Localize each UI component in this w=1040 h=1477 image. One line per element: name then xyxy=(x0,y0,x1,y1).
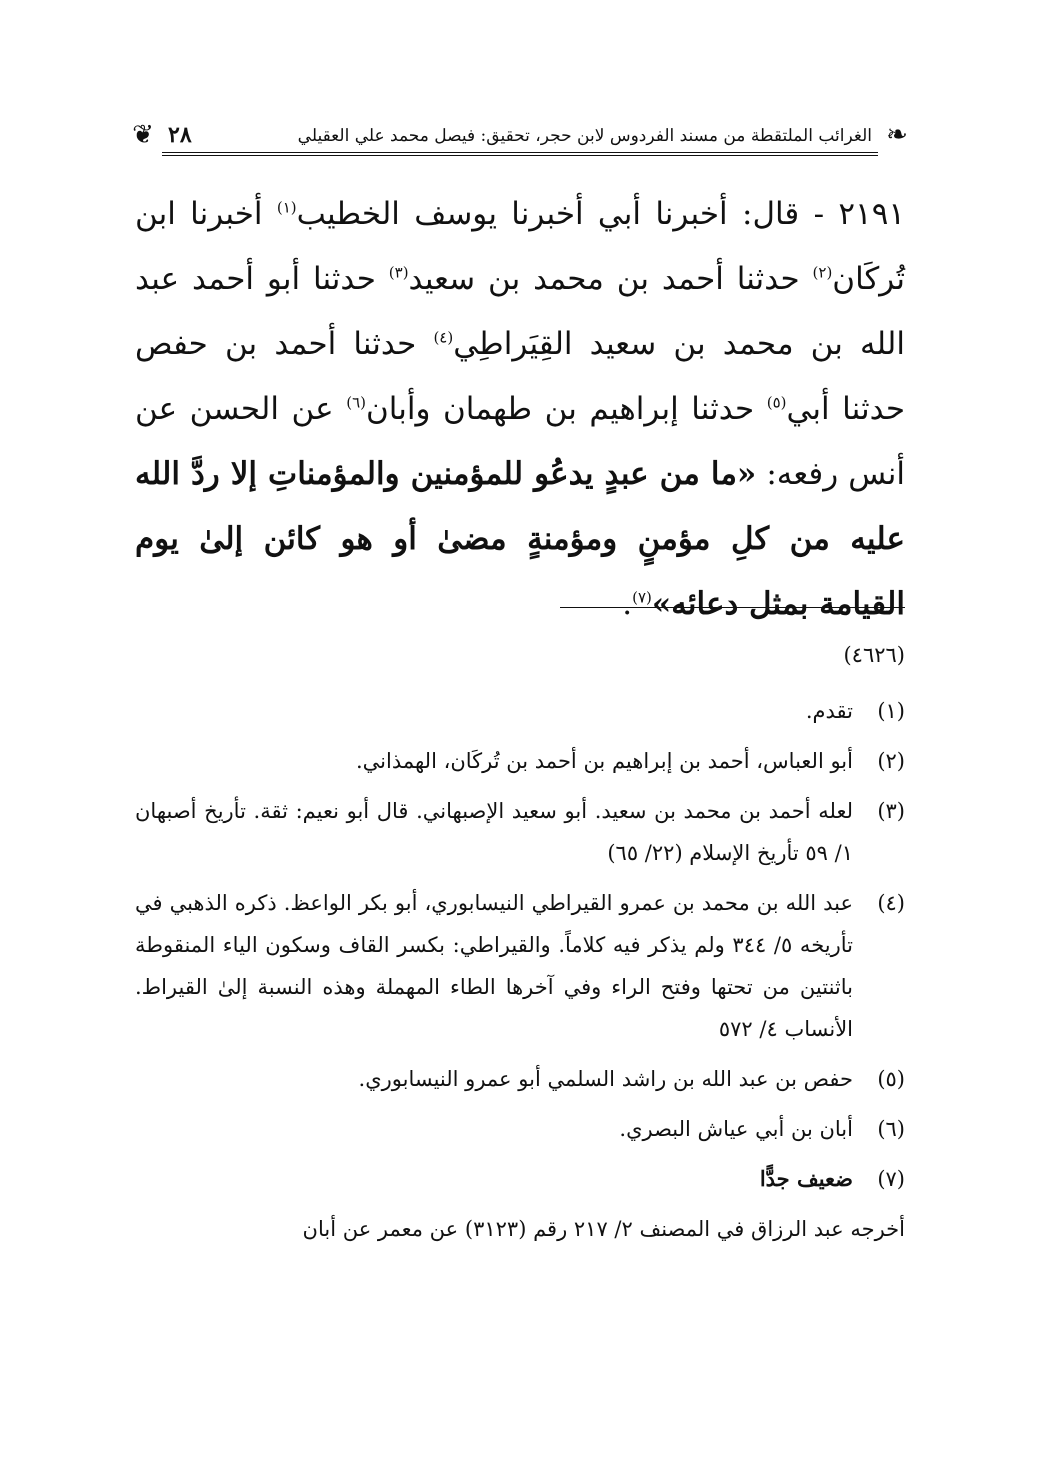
footnote-item xyxy=(135,690,905,732)
footnote-marker[interactable]: (٦) xyxy=(346,393,366,412)
isnad-part: - قال: أخبرنا أبي أخبرنا يوسف الخطيب xyxy=(296,196,839,232)
footnote-text: أبان بن أبي عياش البصري. xyxy=(619,1117,853,1141)
isnad-part: أخبرنا ابن تُركَان xyxy=(135,196,905,297)
footnote-item xyxy=(135,1158,905,1200)
footnote-number: (٢) xyxy=(877,749,905,773)
footnote-marker[interactable]: (٥) xyxy=(766,393,787,412)
footnote-text: ضعيف جدًّا xyxy=(759,1166,853,1191)
ornament-left-icon: ❦ xyxy=(132,120,154,150)
hadith-matn: «ما من عبدٍ يدعُو للمؤمنين والمؤمناتِ إلا ردَّ الله عليه من كلِ مؤمنٍ ومؤمنةٍ مضىٰ أو هو كائن إلىٰ يوم القيامة بمثل دعائه» xyxy=(135,456,905,622)
running-header xyxy=(128,118,912,158)
footnote-item xyxy=(135,1058,905,1100)
hadith-text xyxy=(135,182,905,637)
ornament-right-icon: ❧ xyxy=(886,120,908,150)
footnote-separator xyxy=(560,607,905,608)
page-number: ٢٨ xyxy=(168,122,192,148)
footnote-item xyxy=(135,740,905,782)
footnote-text: أبو العباس، أحمد بن إبراهيم بن أحمد بن تُركَان، الهمذاني. xyxy=(355,749,853,773)
footnote-item xyxy=(135,790,905,874)
footnote-marker[interactable]: (٤) xyxy=(433,328,454,347)
isnad-part: حدثنا أحمد بن محمد بن سعيد xyxy=(408,261,813,297)
isnad-part: حدثنا أحمد بن حفص حدثنا أبي xyxy=(135,326,906,427)
footnote-item xyxy=(135,1108,905,1150)
footnote-number: (٦) xyxy=(877,1117,905,1141)
footnote-number: (٣) xyxy=(877,799,905,823)
footnote-number: (١) xyxy=(877,699,905,723)
footnote-text: لعله أحمد بن محمد بن سعيد. أبو سعيد الإصبهاني. قال أبو نعيم: ثقة. تأريخ أصبهان ١/ ٥٩ تأريخ الإسلام (٢٢/ ٦٥) xyxy=(135,799,853,865)
footnote-number: (٤) xyxy=(877,891,905,915)
hadith-number: ٢١٩١ xyxy=(838,196,905,232)
footnote-marker[interactable]: (٧) xyxy=(632,588,652,607)
end-dot: . xyxy=(622,586,633,622)
footnote-number: (٧) xyxy=(877,1167,905,1191)
takhrij-line: أخرجه عبد الرزاق في المصنف ٢/ ٢١٧ رقم (٣١٢٣) عن معمر عن أبان xyxy=(302,1217,905,1241)
reference-number: (٤٦٢٦) xyxy=(843,643,905,667)
footnote-marker[interactable]: (٢) xyxy=(812,263,833,282)
footnote-text: تقدم. xyxy=(805,699,853,723)
footnote-item xyxy=(135,882,905,1050)
footnote-number: (٥) xyxy=(877,1067,905,1091)
isnad-part: عن الحسن عن أنس رفعه: xyxy=(135,391,905,492)
footnote-marker[interactable]: (١) xyxy=(276,198,297,217)
footnote-text: حفص بن عبد الله بن راشد السلمي أبو عمرو النيسابوري. xyxy=(358,1067,853,1091)
isnad-part: حدثنا إبراهيم بن طهمان وأبان xyxy=(366,391,767,427)
header-rule xyxy=(162,152,878,156)
isnad-part: حدثنا أبو أحمد عبد الله بن محمد بن سعيد القِيَراطِي xyxy=(135,261,905,362)
footnote-marker[interactable]: (٣) xyxy=(388,263,409,282)
book-title: الغرائب الملتقطة من مسند الفردوس لابن حجر، تحقيق: فيصل محمد علي العقيلي xyxy=(297,126,872,146)
footnotes xyxy=(135,634,905,1271)
footnote-text: عبد الله بن محمد بن عمرو القيراطي النيسابوري، أبو بكر الواعظ. ذكره الذهبي في تأريخه ٥/ ٣٤٤ ولم يذكر فيه كلاماً. والقيراطي: بكسر القاف وسكون الياء المنقوطة باثنتين من تحتها وفتح الراء وفي آخرها الطاء المهملة وهذه النسبة إلىٰ القيراط. الأنساب ٤/ ٥٧٢ xyxy=(135,891,853,1041)
